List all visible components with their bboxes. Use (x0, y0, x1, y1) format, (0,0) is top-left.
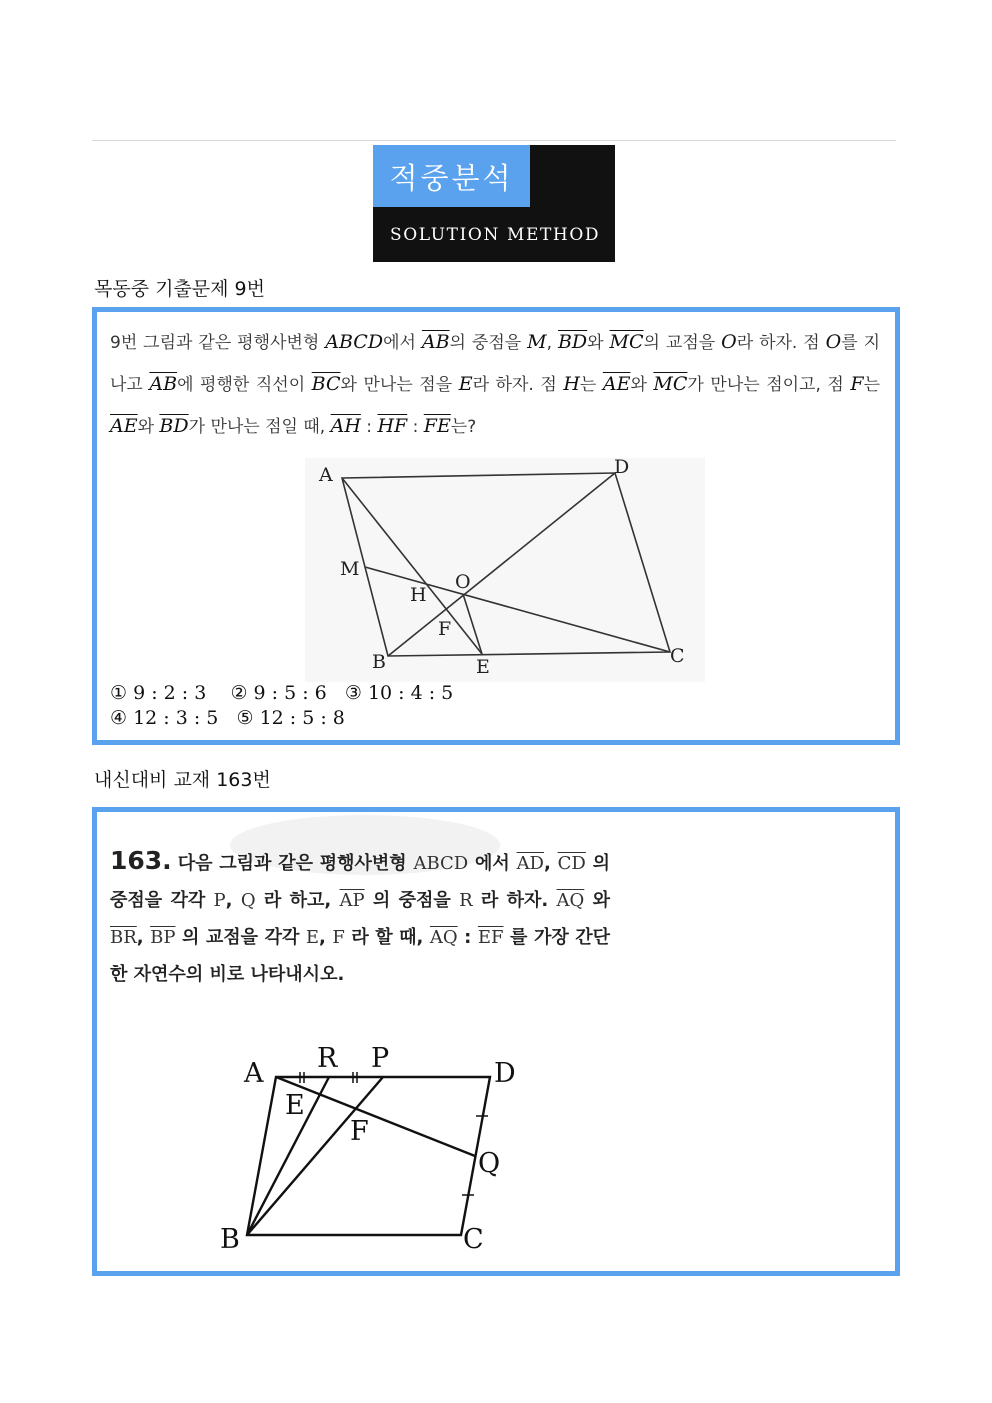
section1-label: 목동중 기출문제 9번 (94, 278, 265, 300)
badge-subtitle: SOLUTION METHOD (390, 225, 601, 245)
fig1-label-a: A (319, 464, 333, 486)
fig1-label-d: D (614, 456, 630, 478)
problem2-number: 163. (110, 846, 172, 875)
solution-method-badge (373, 145, 615, 262)
choices-line-1: ① 9 : 2 : 3 ② 9 : 5 : 6 ③ 10 : 4 : 5 (110, 682, 454, 704)
fig1-label-m: M (340, 558, 360, 580)
problem2-text (110, 842, 610, 993)
fig1-label-c: C (670, 645, 685, 667)
fig2-label-d: D (494, 1058, 516, 1089)
badge-title: 적중분석 (373, 145, 530, 207)
problem2-body: 다음 그림과 같은 평행사변형 ABCD 에서 $\overline{AD}$, $\overline{CD}$ 의 중점을 각각 P, Q 라 하고, $\overline{AP}$ 의 중점을 R 라 하자. $\overline{AQ}$ 와 $\overline{BR}$, $\overline{BP}$ 의 교점을 각각 E, F 라 할 때, $\overline{AQ}$ : $\overline{EF}$ 를 가장 간단한 자연수의 비로 나타내시오. (110, 853, 611, 985)
fig1-label-h: H (410, 584, 427, 606)
fig2-label-e: E (285, 1090, 305, 1121)
fig2-label-r: R (317, 1043, 338, 1074)
choices-line-2: ④ 12 : 3 : 5 ⑤ 12 : 5 : 8 (110, 707, 345, 729)
fig1-label-f: F (438, 618, 452, 640)
problem1-text: 9번 그림과 같은 평행사변형 ABCD에서 $\overline{AB}$의 중점을 M, $\overline{BD}$와 $\overline{MC}$의 교점을 O라 하자. 점 O를 지나고 $\overline{AB}$에 평행한 직선이 $\overline{BC}$와 만나는 점을 E라 하자. 점 H는 $\overline{AE}$와 $\overline{MC}$가 만나는 점이고, 점 F는 $\overline{AE}$와 $\overline{BD}$가 만나는 점일 때, $\overline{AH}$ : $\overline{HF}$ : $\overline{FE}$는? (110, 331, 881, 437)
section2-label: 내신대비 교재 163번 (94, 769, 271, 791)
fig2-label-a: A (244, 1058, 264, 1089)
fig2-label-q: Q (478, 1148, 501, 1179)
fig1-label-b: B (372, 651, 386, 673)
problem2-figure (210, 1040, 540, 1260)
fig2-label-f: F (350, 1116, 369, 1147)
problem1-figure (300, 455, 710, 685)
fig2-label-p: P (371, 1043, 390, 1074)
top-divider (92, 140, 896, 141)
fig2-label-c: C (463, 1224, 484, 1255)
fig2-label-b: B (220, 1224, 240, 1255)
fig1-label-e: E (476, 656, 490, 678)
fig1-label-o: O (455, 571, 471, 593)
